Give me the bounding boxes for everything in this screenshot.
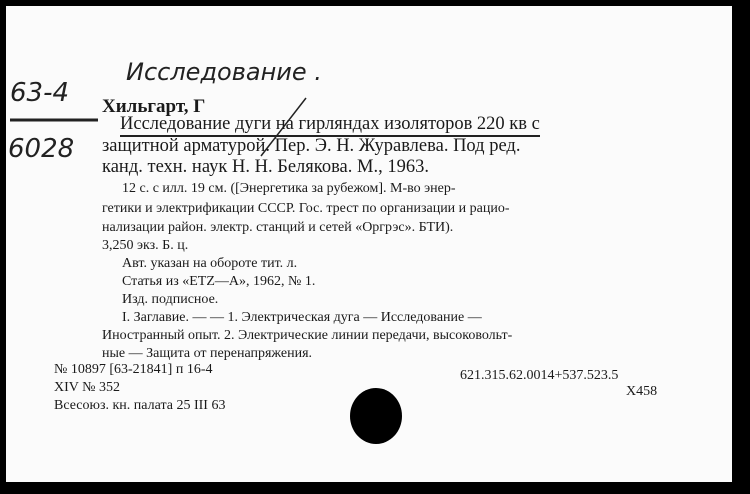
subject-line-2: Иностранный опыт. 2. Электрические линии передачи, высоковольт- — [102, 328, 513, 343]
note-author: Авт. указан на обороте тит. л. — [122, 256, 298, 271]
shelf-mark: Х458 — [626, 384, 658, 399]
handwritten-subject-note: Исследование . — [126, 58, 322, 86]
udc-code: 621.315.62.0014+537.523.5 — [460, 368, 619, 383]
description-line-1: 12 с. с илл. 19 см. ([Энергетика за рубежом]. М-во энер- — [122, 181, 456, 196]
handwritten-call-number-top: 63-4 — [10, 78, 70, 108]
catalog-card — [6, 6, 732, 482]
subject-line-3: ные — Защита от перенапряжения. — [102, 346, 313, 361]
description-line-4: 3,250 экз. Б. ц. — [102, 238, 189, 253]
description-line-2: гетики и электрификации СССР. Гос. трест по организации и рацио- — [102, 201, 510, 216]
book-chamber-stamp: Всесоюз. кн. палата 25 III 63 — [54, 398, 226, 413]
xiv-number: XIV № 352 — [54, 380, 120, 395]
note-source: Статья из «ETZ—A», 1962, № 1. — [122, 274, 316, 289]
title-line-2: защитной арматурой. Пер. Э. Н. Журавлева. Под ред. — [102, 136, 521, 156]
description-line-3: нализации район. электр. станций и сетей «Оргрэс». БТИ). — [102, 220, 454, 235]
author-heading: Хильгарт, Г — [102, 96, 206, 117]
record-number: № 10897 [63-21841] п 16-4 — [54, 362, 213, 377]
title-line-3: канд. техн. наук Н. Н. Белякова. М., 1963. — [102, 157, 429, 177]
title-line-1: Исследование дуги на гирляндах изоляторов 220 кв с — [120, 114, 540, 137]
subject-line-1: I. Заглавие. — — 1. Электрическая дуга — Исследование — — [122, 310, 482, 325]
handwritten-call-number-bottom: 6028 — [8, 134, 75, 164]
punch-hole — [350, 388, 402, 444]
note-edition: Изд. подписное. — [122, 292, 219, 307]
